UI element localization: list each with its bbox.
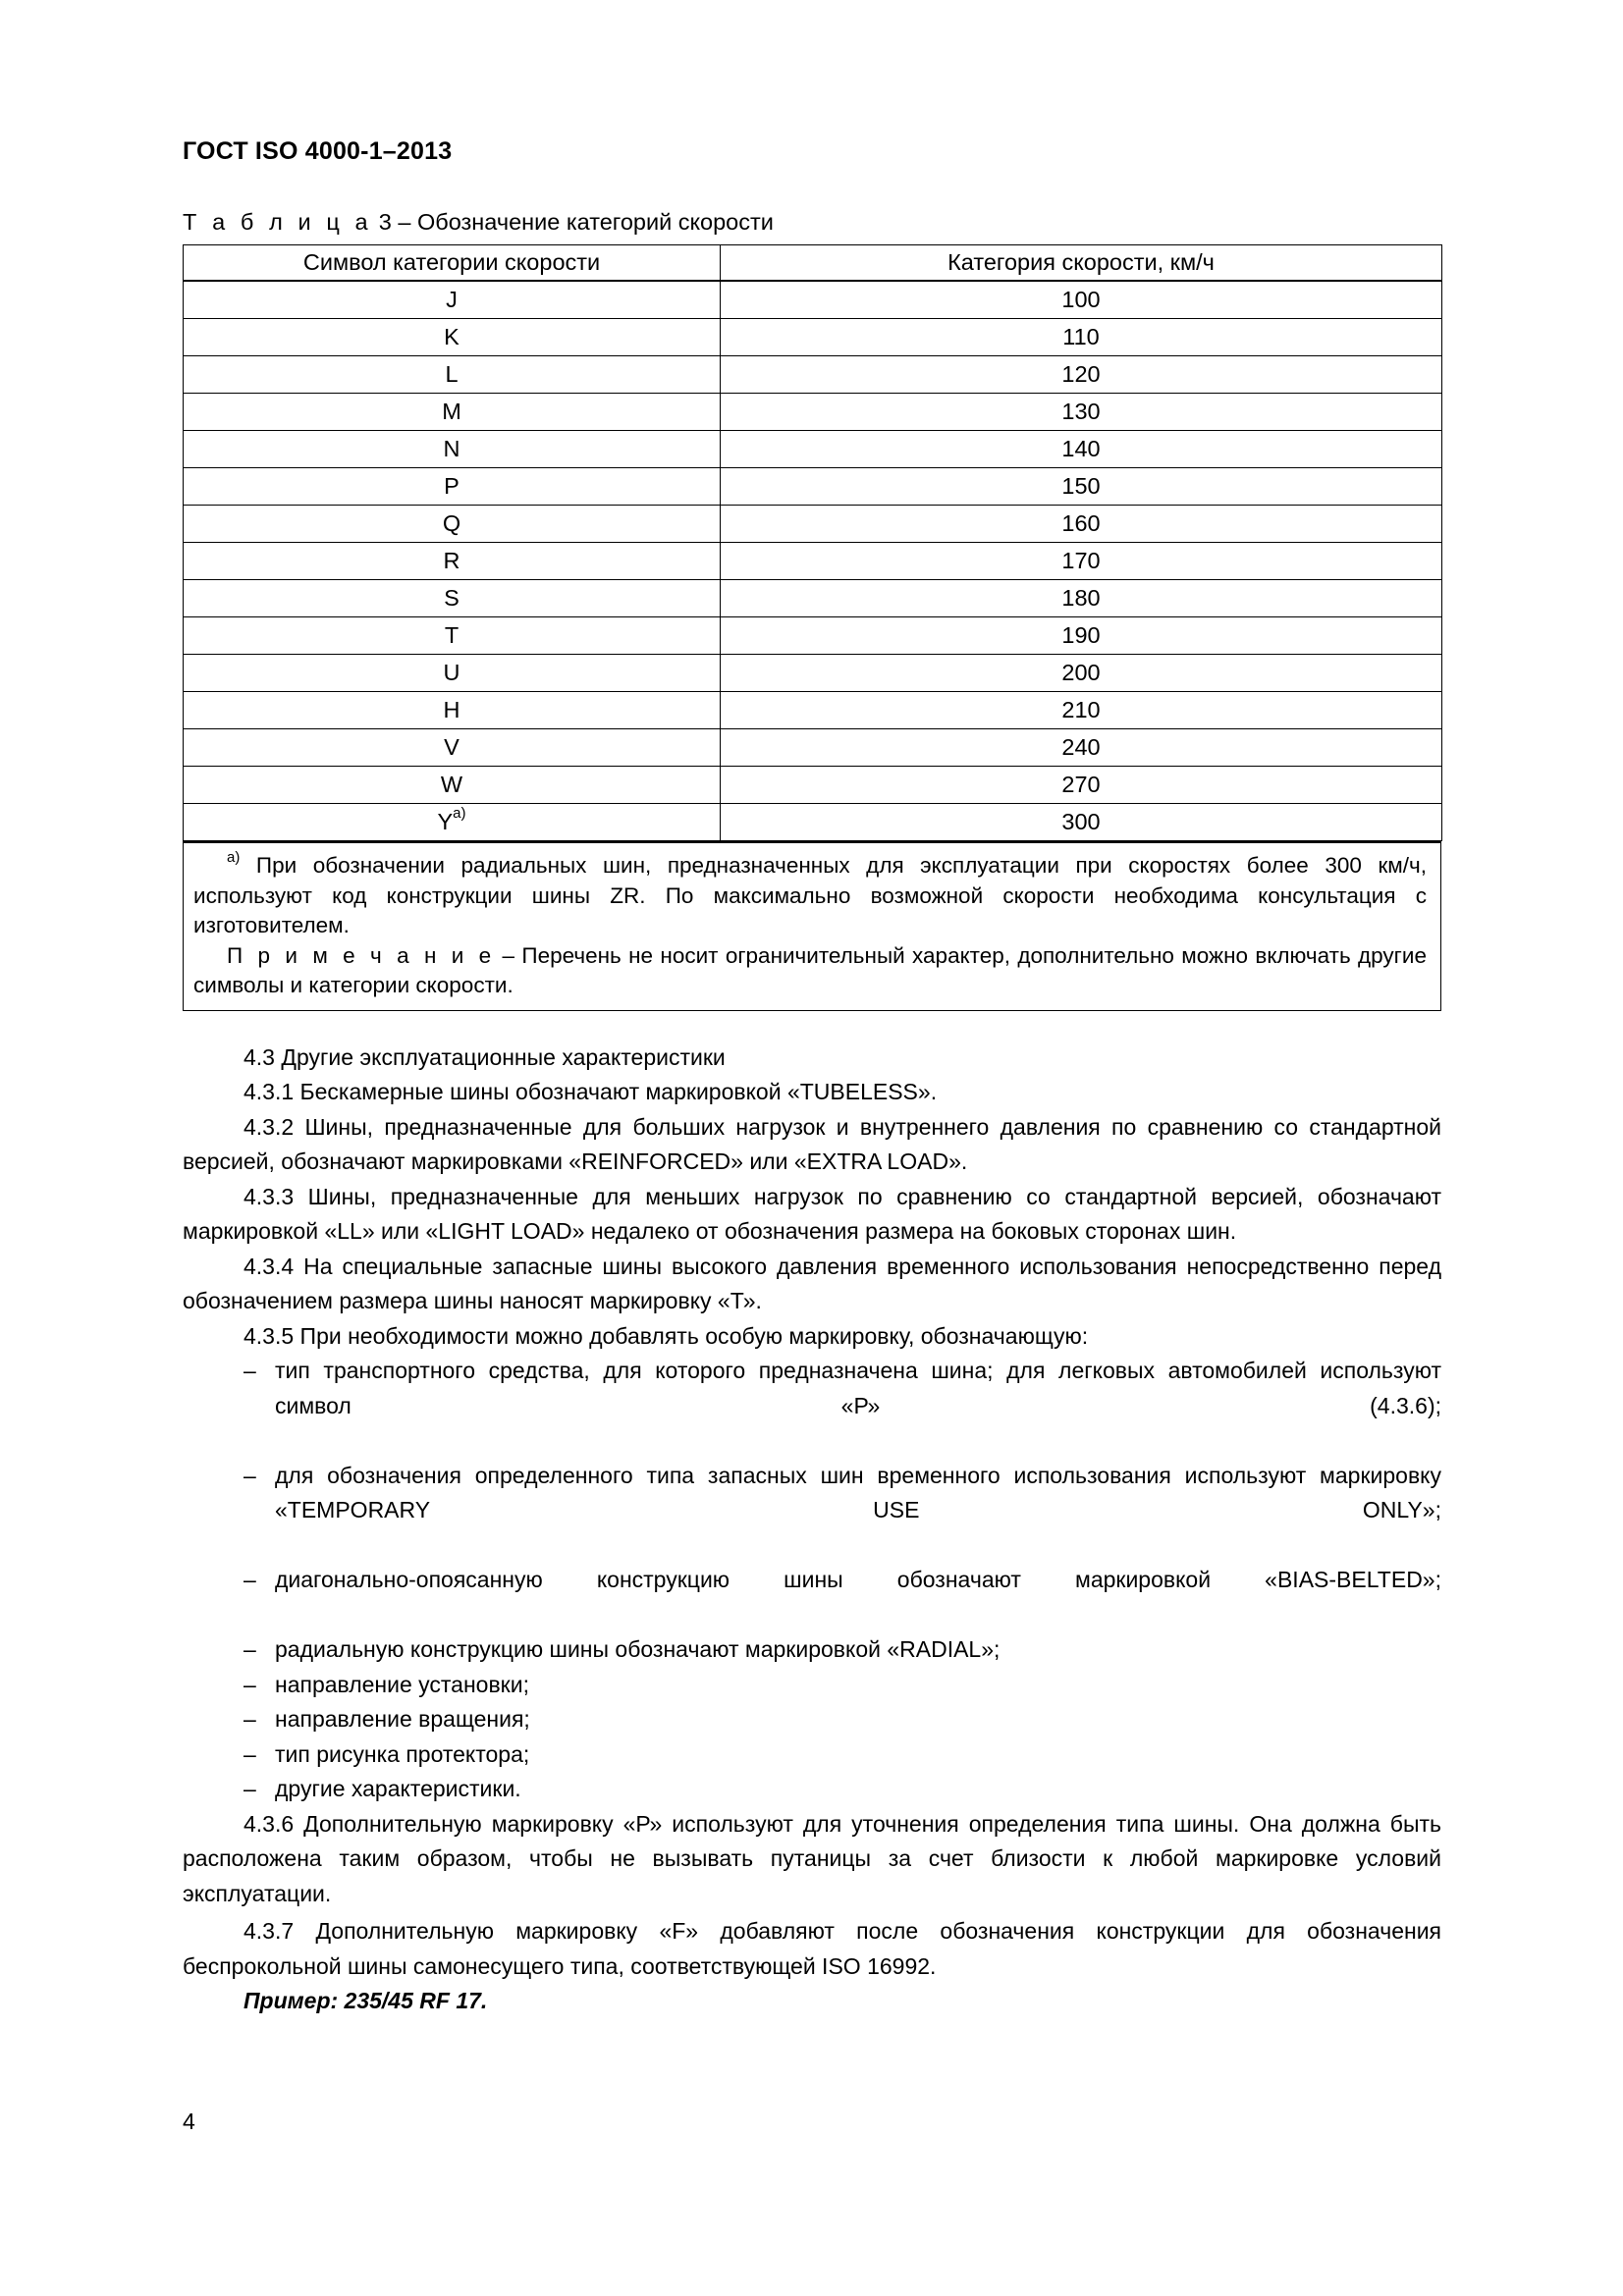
cell-symbol: S — [184, 580, 721, 617]
table-header-row — [184, 245, 1442, 282]
list-dash: – — [243, 1358, 256, 1383]
list-item-text: другие характеристики. — [275, 1776, 521, 1801]
table-row — [184, 468, 1442, 506]
note-dash: – — [502, 942, 515, 968]
table-row — [184, 767, 1442, 804]
list-item — [183, 1668, 1441, 1703]
cell-speed: 120 — [721, 356, 1442, 394]
table-row — [184, 543, 1442, 580]
footnote-ref: a) — [453, 805, 466, 823]
list-item — [183, 1563, 1441, 1632]
clause-4-3-2: 4.3.2 Шины, предназначенные для больших нагрузок и внутреннего давления по сравнению со стандартной версией, обозначают маркировками «REINFORCED» или «EXTRA LOAD». — [183, 1113, 1441, 1174]
cell-symbol: V — [184, 729, 721, 767]
table-caption-title: Обозначение категорий скорости — [416, 209, 774, 235]
clause-4-3-4: 4.3.4 На специальные запасные шины высокого давления временного использования непосредственно перед обозначением размера шины наносят маркировку «Т». — [183, 1253, 1441, 1313]
list-item-text: диагонально-опоясанную конструкцию шины обозначают маркировкой «BIAS-BELTED»; — [275, 1567, 1441, 1592]
table-row — [184, 729, 1442, 767]
cell-symbol: J — [184, 281, 721, 319]
clause-4-3-6: 4.3.6 Дополнительную маркировку «Р» используют для уточнения определения типа шины. Она должна быть расположена таким образом, чтобы не вызывать путаницы за счет близости к любой маркировке условий эксплуатации. — [183, 1810, 1441, 1906]
table-row — [184, 431, 1442, 468]
list-dash: – — [243, 1567, 256, 1592]
list-item-text: тип транспортного средства, для которого предназначена шина; для легковых автомобилей используют символ «Р» (4.3.6); — [275, 1358, 1441, 1418]
cell-speed: 200 — [721, 655, 1442, 692]
table-body — [184, 281, 1442, 841]
cell-symbol: Q — [184, 506, 721, 543]
cell-speed: 240 — [721, 729, 1442, 767]
list-item-text: для обозначения определенного типа запасных шин временного использования используют маркировку «TEMPORARY USE ONLY»; — [275, 1462, 1441, 1522]
cell-symbol: U — [184, 655, 721, 692]
table-row — [184, 804, 1442, 841]
cell-speed: 210 — [721, 692, 1442, 729]
cell-symbol: P — [184, 468, 721, 506]
list-item — [183, 1632, 1441, 1668]
list-item-text: направление установки; — [275, 1671, 529, 1697]
cell-symbol: H — [184, 692, 721, 729]
table-row — [184, 655, 1442, 692]
page-content — [183, 137, 1441, 2019]
clause-4-3: 4.3 Другие эксплуатационные характеристики — [243, 1043, 726, 1070]
table-caption — [183, 209, 1441, 236]
table-row — [184, 506, 1442, 543]
table-row — [184, 319, 1442, 356]
table-caption-dash: – — [398, 209, 411, 235]
table-caption-label: Т а б л и ц а — [183, 209, 373, 235]
column-header-symbol: Символ категории скорости — [184, 245, 721, 282]
table-row — [184, 617, 1442, 655]
table-row — [184, 692, 1442, 729]
list-item-text: направление вращения; — [275, 1706, 530, 1732]
list-dash: – — [243, 1462, 256, 1488]
cell-symbol: $Y^{a)}$ — [184, 804, 721, 841]
column-header-speed: Категория скорости, км/ч — [721, 245, 1442, 282]
note-label: П р и м е ч а н и е — [227, 942, 496, 968]
cell-speed: 150 — [721, 468, 1442, 506]
body-text — [183, 1041, 1441, 2019]
list-item — [183, 1737, 1441, 1773]
cell-symbol: M — [184, 394, 721, 431]
clause-4-3-5: 4.3.5 При необходимости можно добавлять особую маркировку, обозначающую: — [243, 1322, 1089, 1349]
note-text: Перечень не носит ограничительный характер, дополнительно можно включать другие символы и категории скорости. — [193, 942, 1427, 997]
table-row — [184, 281, 1442, 319]
cell-symbol: W — [184, 767, 721, 804]
list-dash: – — [243, 1636, 256, 1662]
list-item — [183, 1459, 1441, 1564]
speed-category-table — [183, 244, 1442, 841]
cell-speed: 160 — [721, 506, 1442, 543]
cell-speed: 180 — [721, 580, 1442, 617]
list-dash: – — [243, 1706, 256, 1732]
cell-speed: 300 — [721, 804, 1442, 841]
clause-4-3-3: 4.3.3 Шины, предназначенные для меньших нагрузок по сравнению со стандартной версией, обозначают маркировкой «LL» или «LIGHT LOAD» недалеко от обозначения размера на боковых сторонах шин. — [183, 1183, 1441, 1244]
clause-4-3-7: 4.3.7 Дополнительную маркировку «F» добавляют после обозначения конструкции для обозначения беспрокольной шины самонесущего типа, соответствующей ISO 16992. — [183, 1918, 1441, 1979]
cell-speed: 130 — [721, 394, 1442, 431]
document-header: ГОСТ ISO 4000-1–2013 — [183, 137, 453, 165]
table-row — [184, 356, 1442, 394]
cell-speed: 140 — [721, 431, 1442, 468]
list-item — [183, 1772, 1441, 1807]
page-number: 4 — [183, 2109, 195, 2134]
cell-speed: 270 — [721, 767, 1442, 804]
table-caption-number: 3 — [378, 209, 392, 235]
table-row — [184, 394, 1442, 431]
footnote-marker: a) — [227, 848, 241, 866]
table-note — [193, 941, 1427, 1001]
cell-speed: 100 — [721, 281, 1442, 319]
cell-symbol: L — [184, 356, 721, 394]
list-item-text: радиальную конструкцию шины обозначают маркировкой «RADIAL»; — [275, 1636, 1001, 1662]
table-row — [184, 580, 1442, 617]
list-item — [183, 1702, 1441, 1737]
footnote-text: При обозначении радиальных шин, предназначенных для эксплуатации при скоростях более 300 км/ч, используют код конструкции шины ZR. По максимально возможной скорости необходима консультация с изготовителем. — [193, 853, 1427, 937]
table-footnote — [193, 848, 1427, 941]
list-dash: – — [243, 1740, 256, 1767]
list-item — [183, 1354, 1441, 1459]
cell-symbol: R — [184, 543, 721, 580]
list-item-text: тип рисунка протектора; — [275, 1740, 530, 1767]
clause-4-3-1: 4.3.1 Бескамерные шины обозначают маркировкой «TUBELESS». — [243, 1079, 938, 1104]
cell-speed: 110 — [721, 319, 1442, 356]
cell-symbol: K — [184, 319, 721, 356]
list-dash: – — [243, 1776, 256, 1801]
list-dash: – — [243, 1671, 256, 1697]
cell-speed: 190 — [721, 617, 1442, 655]
cell-symbol: T — [184, 617, 721, 655]
table-footnote-block — [183, 841, 1441, 1011]
example-line: Пример: 235/45 RF 17. — [243, 1988, 488, 2013]
cell-symbol: N — [184, 431, 721, 468]
cell-speed: 170 — [721, 543, 1442, 580]
